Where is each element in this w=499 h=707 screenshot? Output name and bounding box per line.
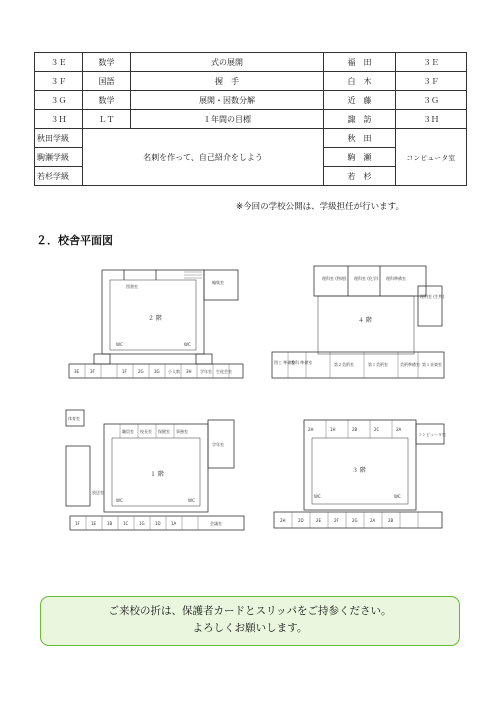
plan-room-label: 1A [171, 521, 177, 526]
plan-labels [280, 427, 446, 523]
teacher-cell: 若 杉 [324, 167, 396, 186]
group-room-cell: コンピュータ室 [396, 129, 467, 186]
plan-room-label: 理科室 (物理) [322, 276, 347, 281]
group-theme-cell: 名刺を作って、自己紹介をしよう [83, 129, 324, 186]
class-cell: ３Ｈ [35, 110, 83, 129]
plan-room-label: 1D [155, 521, 161, 526]
plan-room-label: 事務室 [176, 429, 188, 434]
plan-room-label: 図工 準備室 [274, 360, 296, 365]
plan-room-label: 第１音楽室 [422, 362, 442, 367]
group-name-cell: 若杉学級 [35, 167, 83, 186]
plan-room-label: 2F [334, 518, 339, 523]
plan-room-label: 2H [280, 518, 286, 523]
class-cell: ３Ｆ [35, 72, 83, 91]
plan-room-label: 2A [396, 427, 402, 432]
plan-room-label: 教科 準備室 [291, 360, 313, 365]
plan-room-label: コンピュータ室 [418, 432, 446, 437]
class-cell: ３Ｇ [35, 91, 83, 110]
plan-room-label: 1G [139, 521, 145, 526]
plan-room-label: 学年室 [200, 369, 212, 374]
subject-cell: 数学 [83, 91, 131, 110]
plan-room-label: 生徒会室 [216, 369, 232, 374]
plan-room-label: 理科室 (生物) [420, 294, 445, 299]
teacher-cell: 諏 訪 [324, 110, 396, 129]
subject-cell: 数学 [83, 53, 131, 72]
plan-room-label: 3E [74, 369, 80, 374]
notice-line-1: ご来校の折は、保護者カードとスリッパをご持参ください。 [108, 605, 392, 617]
plan-room-label: 小人数 [168, 369, 180, 374]
room-cell: ３Ｇ [396, 91, 467, 110]
subject-cell: ＬＴ [83, 110, 131, 129]
teacher-cell: 駒 瀬 [324, 148, 396, 167]
plan-room-label: 2C [374, 427, 380, 432]
table-row [35, 72, 467, 91]
theme-cell: 式の展開 [131, 53, 324, 72]
plan-room-label: WC [116, 342, 123, 347]
plan-room-label: WC [188, 498, 195, 503]
plan-room-label: 3H [186, 369, 192, 374]
plan-room-label: 学年室 [212, 442, 224, 447]
plan-room-label: 1H [330, 427, 336, 432]
plan-room-label: 職員室 [122, 429, 134, 434]
schedule-table [34, 52, 467, 186]
plan-room-label: 2G [352, 518, 358, 523]
notice-line-2: よろしくお願いします。 [192, 622, 308, 634]
room-cell: ３Ｈ [396, 110, 467, 129]
plan-room-label: 1F [75, 521, 80, 526]
room-cell: ３Ｆ [396, 72, 467, 91]
table-row [35, 91, 467, 110]
plan-room-label: 1C [123, 521, 129, 526]
note-text: ※今回の学校公開は、学級担任が行います。 [236, 202, 404, 212]
teacher-cell: 近 藤 [324, 91, 396, 110]
plan-room-label: 2B [388, 518, 394, 523]
plan-room-label: 2A [370, 518, 376, 523]
plan-room-label: WC [116, 498, 123, 503]
plan-room-label: WC [394, 494, 401, 499]
table-row [35, 53, 467, 72]
table-row [35, 110, 467, 129]
plan-room-label: 会議室 [210, 521, 222, 526]
plan-room-label: 理科準備室 [386, 276, 406, 281]
table-row [35, 129, 467, 148]
plan-room-label: 体育室 [68, 416, 80, 421]
plan-room-label: 校長室 [140, 429, 152, 434]
notice-box [40, 596, 460, 646]
plan-room-label: １ 階 [150, 471, 164, 478]
plan-room-label: 1E [91, 521, 97, 526]
plan-labels [74, 279, 232, 374]
plan-room-label: 3F [90, 369, 95, 374]
plan-room-label: 第１美術室 [368, 362, 388, 367]
theme-cell: 握 手 [131, 72, 324, 91]
plan-room-label: 3G [154, 369, 160, 374]
plan-room-label: 1B [107, 521, 113, 526]
floor-plan-2f [64, 258, 248, 386]
plan-room-label: WC [184, 342, 191, 347]
floor-plan-1f [64, 402, 248, 534]
plan-room-label: ２ 階 [148, 315, 162, 322]
plan-room-label: 美術準備室 [400, 362, 420, 367]
section-heading: ２．校舎平面図 [36, 234, 113, 247]
plan-room-label: 放送室 [92, 490, 104, 495]
room-cell: ３Ｅ [396, 53, 467, 72]
group-name-cell: 駒瀬学級 [35, 148, 83, 167]
plan-room-label: ３ 階 [352, 467, 366, 474]
plan-room-label: 理科室 (化学) [354, 276, 379, 281]
theme-cell: 展開・因数分解 [131, 91, 324, 110]
group-name-cell: 秋田学級 [35, 129, 83, 148]
theme-cell: １年間の目標 [131, 110, 324, 129]
plan-room-label: 2G [138, 369, 144, 374]
plan-labels [68, 415, 224, 526]
plan-room-label: 編集室 [212, 280, 224, 285]
teacher-cell: 福 田 [324, 53, 396, 72]
subject-cell: 国語 [83, 72, 131, 91]
plan-labels [274, 275, 445, 367]
plan-room-label: 2B [352, 427, 358, 432]
class-cell: ３Ｅ [35, 53, 83, 72]
floor-plan-4f [268, 258, 448, 386]
plan-room-label: ４ 階 [358, 317, 372, 324]
plan-room-label: 2D [298, 518, 304, 523]
plan-room-label: 1F [122, 369, 127, 374]
plan-room-label: 図書室 [126, 284, 138, 289]
plan-room-label: 2H [308, 427, 314, 432]
teacher-cell: 白 木 [324, 72, 396, 91]
floor-plan-3f [268, 402, 448, 534]
plan-room-label: 第２美術室 [334, 362, 354, 367]
teacher-cell: 秋 田 [324, 129, 396, 148]
plan-room-label: WC [314, 494, 321, 499]
plan-room-label: 2E [316, 518, 322, 523]
plan-room-label: 保健室 [158, 429, 170, 434]
